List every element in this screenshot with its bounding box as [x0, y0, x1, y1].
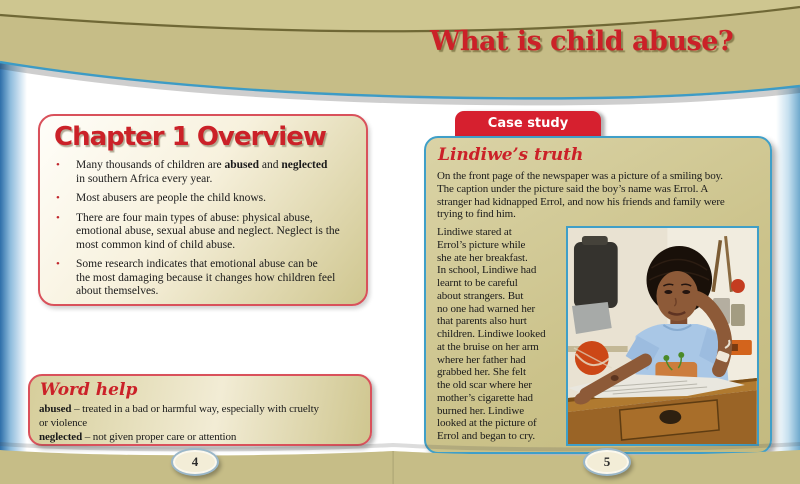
bullet-text	[76, 212, 340, 253]
text-line: abused – treated in a bad or harmful way, especially with cruelty	[39, 403, 319, 415]
text-line: the most damaging because it changes how children feel	[76, 271, 336, 284]
text-line: at the bruise on her arm	[437, 340, 539, 353]
case-study-content-row	[437, 226, 759, 446]
bullet-item	[52, 159, 354, 186]
overview-bullet-list	[52, 159, 354, 299]
text-line: In school, Lindiwe had	[437, 264, 537, 277]
text-line: • Most abusers are people the child knows.	[76, 192, 267, 204]
word-help-box	[28, 374, 372, 446]
case-study-paragraph-1	[437, 170, 759, 221]
bullet-item	[52, 192, 354, 206]
text-line: emotional abuse, sexual abuse and neglect. Neglect is the	[76, 225, 340, 237]
case-study-tab: Case study	[455, 111, 601, 137]
bullet-text	[76, 159, 327, 186]
page-number-right: 5	[583, 448, 631, 476]
case-study-box	[424, 136, 772, 454]
page-title: What is child abuse?	[430, 26, 734, 57]
text-line: neglected – not given proper care or attention	[39, 431, 237, 443]
text-line: about themselves.	[76, 285, 159, 297]
bullet-item	[52, 258, 354, 299]
page-number-left: 4	[171, 448, 219, 476]
case-study-paragraph-2	[437, 226, 562, 446]
text-line: On the front page of the newspaper was a picture of a smiling boy.	[437, 170, 723, 182]
text-line: most common kind of child abuse.	[76, 238, 236, 251]
bullet-text	[76, 258, 335, 299]
text-line: children. Lindiwe looked	[437, 328, 546, 341]
overview-box	[38, 114, 368, 306]
case-study-title: Lindiwe’s truth	[438, 145, 584, 165]
right-page-edge	[774, 82, 800, 458]
text-line: Lindiwe stared at	[437, 226, 512, 239]
text-line: • Many thousands of children are abused and neglected	[76, 159, 328, 171]
overview-title: Chapter 1 Overview	[54, 122, 326, 152]
text-line: grabbed her. She felt	[437, 366, 526, 379]
text-line: about strangers. But	[437, 289, 524, 302]
word-help-title: Word help	[40, 380, 138, 400]
text-line: trying to find him.	[437, 208, 516, 221]
text-line: the old scar where her	[437, 379, 532, 392]
text-line: Errol and began to cry.	[437, 430, 536, 443]
text-line: where her father had	[437, 353, 526, 366]
text-line: • Some research indicates that emotional abuse can be	[76, 258, 318, 270]
text-line: • There are four main types of abuse: physical abuse,	[76, 211, 313, 224]
text-line: that parents also hurt	[437, 315, 527, 328]
text-line: she ate her breakfast.	[437, 251, 528, 264]
bullet-item	[52, 212, 354, 253]
left-page-edge	[0, 54, 30, 458]
girl-at-desk-illustration	[568, 228, 757, 444]
text-line: or violence	[39, 417, 88, 429]
text-line: mother’s cigarette had	[437, 391, 533, 404]
text-line: burned her. Lindiwe	[437, 404, 524, 417]
text-line: no one had warned her	[437, 302, 536, 315]
text-line: in southern Africa every year.	[76, 172, 213, 185]
case-study-photo	[566, 226, 759, 446]
text-line: looked at the picture of	[437, 417, 537, 430]
bottom-band	[0, 438, 800, 484]
bullet-text	[76, 192, 266, 206]
text-line: The caption under the picture said the boy’s name was Errol. A	[437, 182, 709, 195]
text-line: stranger had kidnapped Errol, and now his friends and family were	[437, 195, 725, 208]
text-line: learnt to be careful	[437, 277, 518, 290]
text-line: Errol’s picture while	[437, 238, 526, 251]
